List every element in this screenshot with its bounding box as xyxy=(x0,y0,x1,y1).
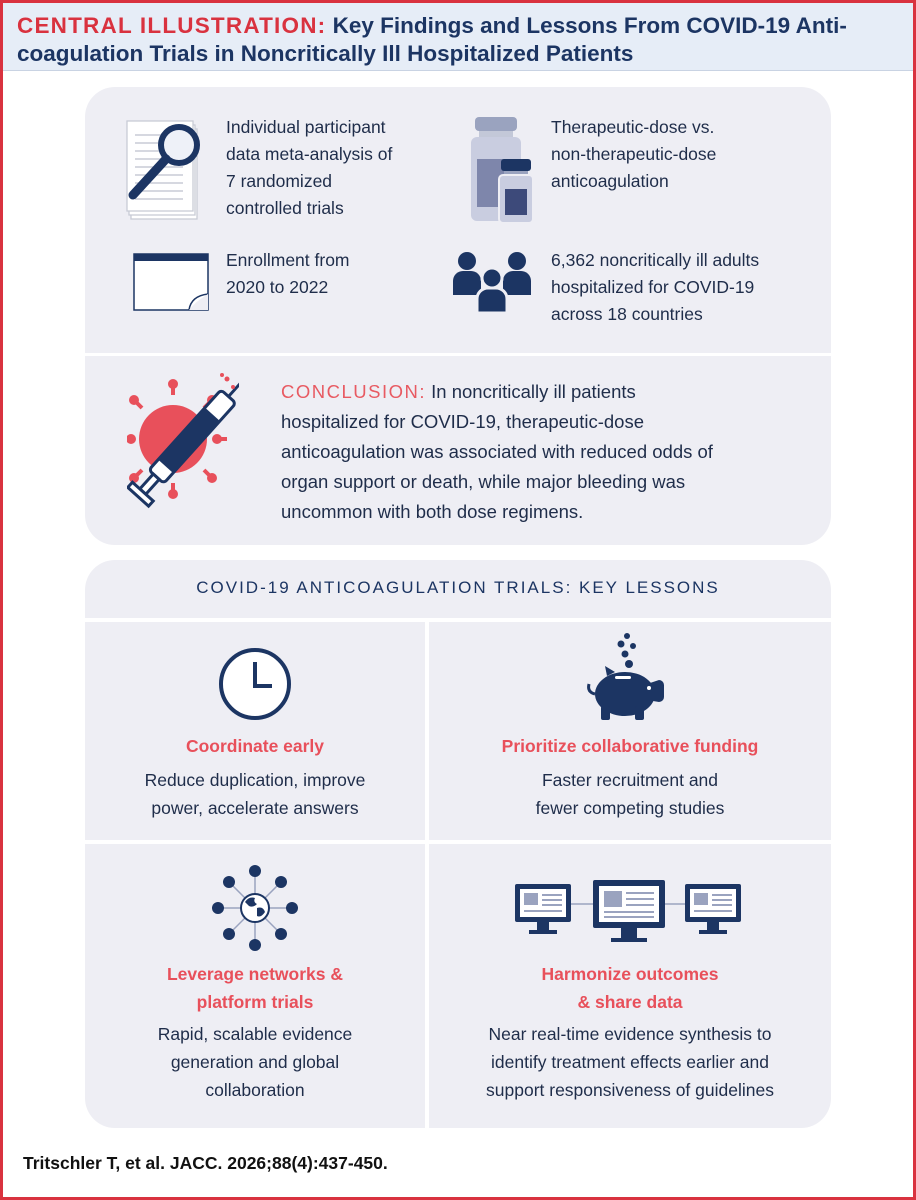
calendar-icon xyxy=(133,253,209,311)
conclusion-line: uncommon with both dose regimens. xyxy=(281,501,584,522)
lessons-title: COVID-19 ANTICOAGULATION TRIALS: KEY LESSONS xyxy=(196,578,720,597)
fact-line: anticoagulation xyxy=(551,171,669,191)
lesson-title-line: Leverage networks & xyxy=(166,964,344,984)
fact-line: controlled trials xyxy=(226,198,344,218)
fact-enrollment xyxy=(226,247,426,301)
lesson-text-line: collaboration xyxy=(205,1080,305,1100)
fact-line: Individual participant xyxy=(226,117,386,137)
header-title-line-2: coagulation Trials in Noncritically Ill Hospitalized Patients xyxy=(17,41,634,66)
fact-line: Enrollment from xyxy=(226,250,350,270)
fact-line: 6,362 noncritically ill adults xyxy=(551,250,760,270)
lesson-text-coordinate xyxy=(85,766,425,822)
lesson-title-line: platform trials xyxy=(196,992,314,1012)
fact-line: across 18 countries xyxy=(551,304,703,324)
conclusion-text xyxy=(281,377,801,527)
fact-dose-comparison xyxy=(551,114,811,195)
lesson-text-line: generation and global xyxy=(170,1052,340,1072)
piggy-bank-icon xyxy=(585,632,675,722)
fact-line: Therapeutic-dose vs. xyxy=(551,117,715,137)
lesson-text-line: power, accelerate answers xyxy=(151,798,359,818)
conclusion-label: CONCLUSION: xyxy=(281,381,426,402)
fact-line: non-therapeutic-dose xyxy=(551,144,717,164)
fact-line: 2020 to 2022 xyxy=(226,277,329,297)
lesson-title-line: Harmonize outcomes xyxy=(541,964,719,984)
global-network-icon xyxy=(211,864,299,952)
lesson-title-line: & share data xyxy=(577,992,683,1012)
lessons-divider-top xyxy=(85,618,831,622)
people-icon xyxy=(453,251,531,313)
conclusion-line: anticoagulation was associated with reduced odds of xyxy=(281,441,713,462)
header-prefix: CENTRAL ILLUSTRATION: xyxy=(17,13,327,38)
conclusion-line: In noncritically ill patients xyxy=(426,381,636,402)
lesson-text-line: Rapid, scalable evidence xyxy=(157,1024,353,1044)
header-title-line-1: Key Findings and Lessons From COVID-19 Anti- xyxy=(332,13,847,38)
lesson-title-networks xyxy=(85,960,425,1016)
fact-line: data meta-analysis of xyxy=(226,144,393,164)
lesson-text-line: Near real-time evidence synthesis to xyxy=(488,1024,772,1044)
findings-panel xyxy=(85,87,831,545)
lesson-text-harmonize xyxy=(429,1020,831,1104)
header-line-1 xyxy=(17,12,899,40)
lesson-text-line: Reduce duplication, improve xyxy=(144,770,366,790)
fact-line: 7 randomized xyxy=(226,171,333,191)
lessons-divider-middle xyxy=(85,840,831,844)
virus-syringe-icon xyxy=(127,373,239,521)
citation: Tritschler T, et al. JACC. 2026;88(4):437-450. xyxy=(23,1153,388,1173)
findings-divider xyxy=(85,353,831,356)
fact-meta-analysis xyxy=(226,114,426,222)
clock-icon xyxy=(217,646,293,722)
lesson-text-funding xyxy=(429,766,831,822)
lesson-title-funding xyxy=(429,732,831,760)
fact-population xyxy=(551,247,811,328)
lesson-title-line: Prioritize collaborative funding xyxy=(501,736,759,756)
lessons-panel xyxy=(85,560,831,1128)
lesson-text-line: fewer competing studies xyxy=(535,798,725,818)
lesson-text-line: identify treatment effects earlier and xyxy=(491,1052,769,1072)
fact-line: hospitalized for COVID-19 xyxy=(551,277,755,297)
conclusion-line: organ support or death, while major bleeding was xyxy=(281,471,686,492)
lesson-text-networks xyxy=(85,1020,425,1104)
lesson-text-line: Faster recruitment and xyxy=(541,770,719,790)
document-magnifier-icon xyxy=(125,115,207,223)
lesson-text-line: support responsiveness of guidelines xyxy=(486,1080,774,1100)
lesson-title-coordinate xyxy=(85,732,425,760)
vials-icon xyxy=(471,115,537,225)
conclusion-line: hospitalized for COVID-19, therapeutic-dose xyxy=(281,411,644,432)
lesson-title-line: Coordinate early xyxy=(185,736,325,756)
header xyxy=(3,3,913,71)
lesson-title-harmonize xyxy=(429,960,831,1016)
connected-monitors-icon xyxy=(513,880,745,944)
